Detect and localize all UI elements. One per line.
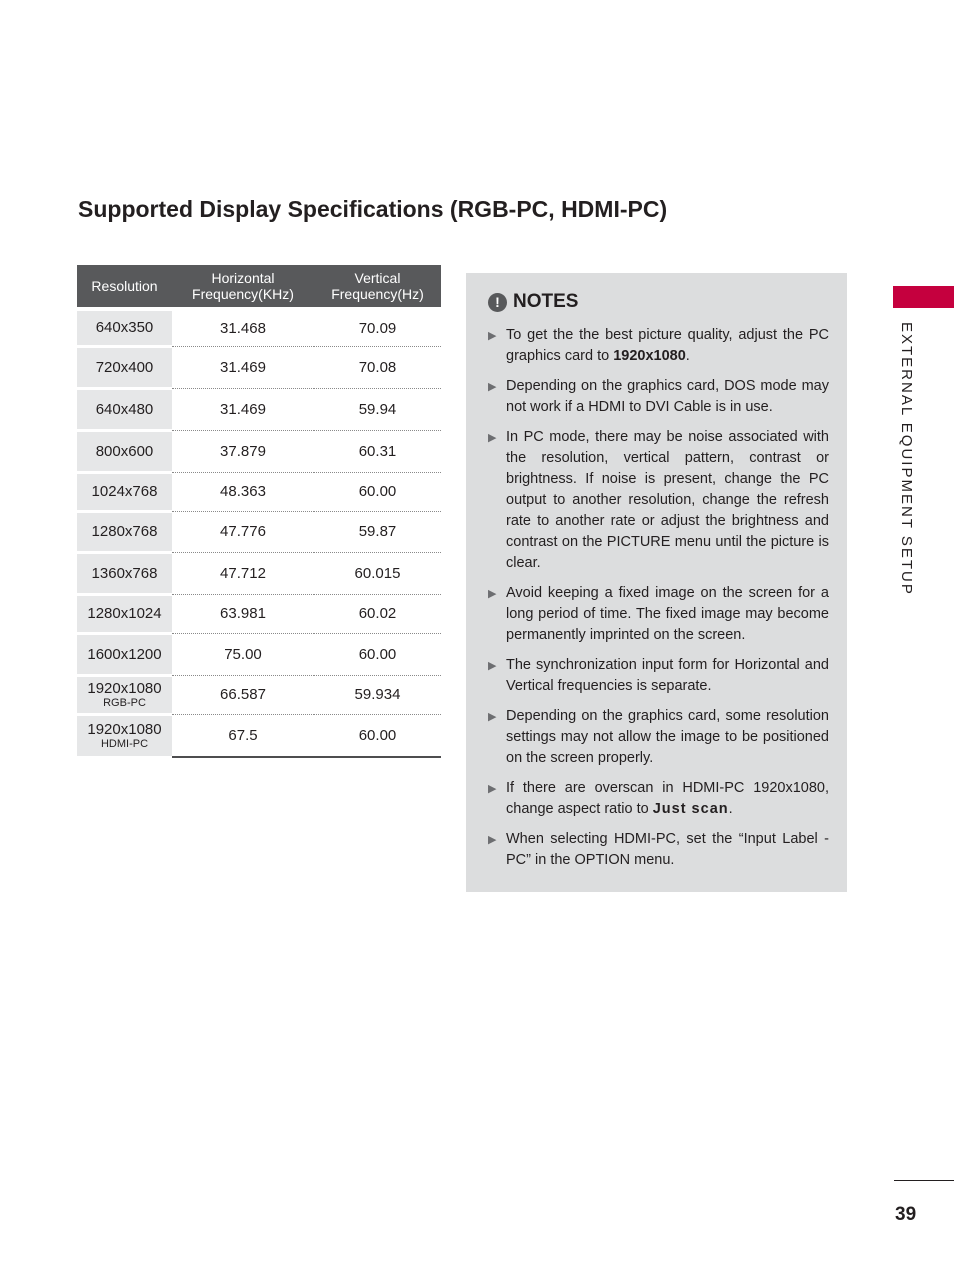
note-text <box>506 778 829 820</box>
cell-vertical-frequency: 70.08 <box>314 346 441 388</box>
note-item <box>488 706 829 769</box>
cell-vertical-frequency: 60.00 <box>314 633 441 675</box>
cell-resolution <box>77 511 172 552</box>
bullet-arrow-icon: ▶ <box>488 381 497 393</box>
resolution-value: 720x400 <box>95 358 154 376</box>
note-item <box>488 829 829 871</box>
note-text-body: Avoid keeping a fixed image on the screen for a long period of time. The fixed image may become permanently imprinted on the screen. <box>506 585 829 643</box>
bullet-arrow-icon: ▶ <box>488 432 497 444</box>
table-body <box>77 307 441 757</box>
cell-horizontal-frequency: 31.468 <box>172 311 314 346</box>
resolution-value: 640x480 <box>95 400 154 418</box>
bullet-arrow-icon: ▶ <box>488 660 497 672</box>
bullet-arrow-icon: ▶ <box>488 588 497 600</box>
resolution-value: 800x600 <box>95 442 154 460</box>
footer-rule <box>894 1180 954 1181</box>
cell-horizontal-frequency: 48.363 <box>172 472 314 511</box>
header-resolution: Resolution <box>77 265 172 307</box>
header-horizontal-line2: Frequency(KHz) <box>192 286 294 302</box>
cell-resolution <box>77 430 172 472</box>
note-text <box>506 427 829 574</box>
section-tab-marker <box>893 286 954 308</box>
resolution-source-label: RGB-PC <box>103 696 146 709</box>
note-text-body: Depending on the graphics card, DOS mode may not work if a HDMI to DVI Cable is in use. <box>506 378 829 415</box>
notes-list <box>488 325 829 871</box>
note-text-end: . <box>685 348 690 364</box>
note-text-body: In PC mode, there may be noise associated with the resolution, vertical pattern, contrast or brightness. If noise is present, change the PC output to another resolution, change the refresh rate to another rate or adjust the brightness and contrast on the PICTURE menu until the picture is clear. <box>506 429 829 571</box>
note-text-body: The synchronization input form for Horizontal and Vertical frequencies is separate. <box>506 657 829 694</box>
note-emphasis: Just scan <box>652 801 729 817</box>
resolution-value: 1920x1080 <box>87 679 162 697</box>
cell-resolution <box>77 675 172 714</box>
note-item <box>488 655 829 697</box>
cell-resolution <box>77 633 172 675</box>
table-row <box>77 675 441 714</box>
page-number: 39 <box>895 1204 917 1225</box>
note-text <box>506 706 829 769</box>
cell-vertical-frequency: 60.02 <box>314 594 441 633</box>
resolution-value: 1024x768 <box>91 483 158 500</box>
note-text <box>506 325 829 367</box>
cell-vertical-frequency: 59.87 <box>314 511 441 552</box>
cell-horizontal-frequency: 47.712 <box>172 552 314 594</box>
note-text-end: . <box>728 801 733 817</box>
cell-vertical-frequency: 60.015 <box>314 552 441 594</box>
bullet-arrow-icon: ▶ <box>488 834 497 846</box>
note-emphasis: 1920x1080 <box>613 348 686 364</box>
note-item <box>488 583 829 646</box>
resolution-source-label: HDMI-PC <box>100 737 149 750</box>
table-row <box>77 388 441 430</box>
notes-header <box>488 291 829 313</box>
table-row <box>77 511 441 552</box>
table-row <box>77 594 441 633</box>
cell-resolution <box>77 472 172 511</box>
header-vertical <box>314 265 441 307</box>
cell-vertical-frequency: 60.00 <box>314 472 441 511</box>
note-text <box>506 376 829 418</box>
table-row <box>77 633 441 675</box>
header-vertical-line1: Vertical <box>354 270 401 286</box>
table-row <box>77 714 441 757</box>
cell-horizontal-frequency: 75.00 <box>172 633 314 675</box>
cell-vertical-frequency: 59.934 <box>314 675 441 714</box>
table-header-row <box>77 265 441 307</box>
note-text-body: When selecting HDMI-PC, set the “Input Label - PC” in the OPTION menu. <box>506 831 829 868</box>
resolution-value: 1280x1024 <box>87 605 162 622</box>
table-row <box>77 472 441 511</box>
resolution-value: 1600x1200 <box>87 645 162 663</box>
cell-horizontal-frequency: 37.879 <box>172 430 314 472</box>
resolution-value: 1280x768 <box>91 523 158 540</box>
table-row <box>77 311 441 346</box>
note-text-body: Depending on the graphics card, some resolution settings may not allow the image to be positioned on the screen properly. <box>506 708 829 766</box>
cell-resolution <box>77 714 172 757</box>
cell-resolution <box>77 311 172 346</box>
header-horizontal-line1: Horizontal <box>211 270 275 286</box>
table-row <box>77 552 441 594</box>
page-title: Supported Display Specifications (RGB-PC, HDMI-PC) <box>78 196 668 222</box>
cell-vertical-frequency: 59.94 <box>314 388 441 430</box>
cell-resolution <box>77 388 172 430</box>
cell-resolution <box>77 552 172 594</box>
note-item <box>488 427 829 574</box>
cell-resolution <box>77 346 172 388</box>
cell-horizontal-frequency: 31.469 <box>172 346 314 388</box>
table-row <box>77 346 441 388</box>
note-text <box>506 655 829 697</box>
cell-resolution <box>77 594 172 633</box>
note-text <box>506 829 829 871</box>
cell-vertical-frequency: 60.00 <box>314 714 441 757</box>
resolution-value: 640x350 <box>95 319 154 337</box>
note-text-body: To get the the best picture quality, adjust the PC graphics card to <box>506 327 829 364</box>
cell-horizontal-frequency: 66.587 <box>172 675 314 714</box>
notes-box <box>466 273 847 892</box>
bullet-arrow-icon: ▶ <box>488 711 497 723</box>
resolution-value: 1920x1080 <box>87 720 162 738</box>
note-item <box>488 325 829 367</box>
bullet-arrow-icon: ▶ <box>488 783 497 795</box>
resolution-value: 1360x768 <box>91 564 158 582</box>
cell-horizontal-frequency: 63.981 <box>172 594 314 633</box>
note-text-body: If there are overscan in HDMI-PC 1920x1080, change aspect ratio to <box>506 780 829 817</box>
bullet-arrow-icon: ▶ <box>488 330 497 342</box>
section-side-label: EXTERNAL EQUIPMENT SETUP <box>898 322 915 596</box>
note-item <box>488 778 829 820</box>
cell-horizontal-frequency: 47.776 <box>172 511 314 552</box>
notes-title: NOTES <box>513 291 579 312</box>
note-item <box>488 376 829 418</box>
cell-horizontal-frequency: 67.5 <box>172 714 314 757</box>
display-spec-table <box>77 265 441 759</box>
cell-vertical-frequency: 60.31 <box>314 430 441 472</box>
cell-horizontal-frequency: 31.469 <box>172 388 314 430</box>
cell-vertical-frequency: 70.09 <box>314 311 441 346</box>
header-vertical-line2: Frequency(Hz) <box>331 286 424 302</box>
exclamation-icon: ! <box>488 293 507 312</box>
header-horizontal <box>172 265 314 307</box>
table-row <box>77 430 441 472</box>
note-text <box>506 583 829 646</box>
